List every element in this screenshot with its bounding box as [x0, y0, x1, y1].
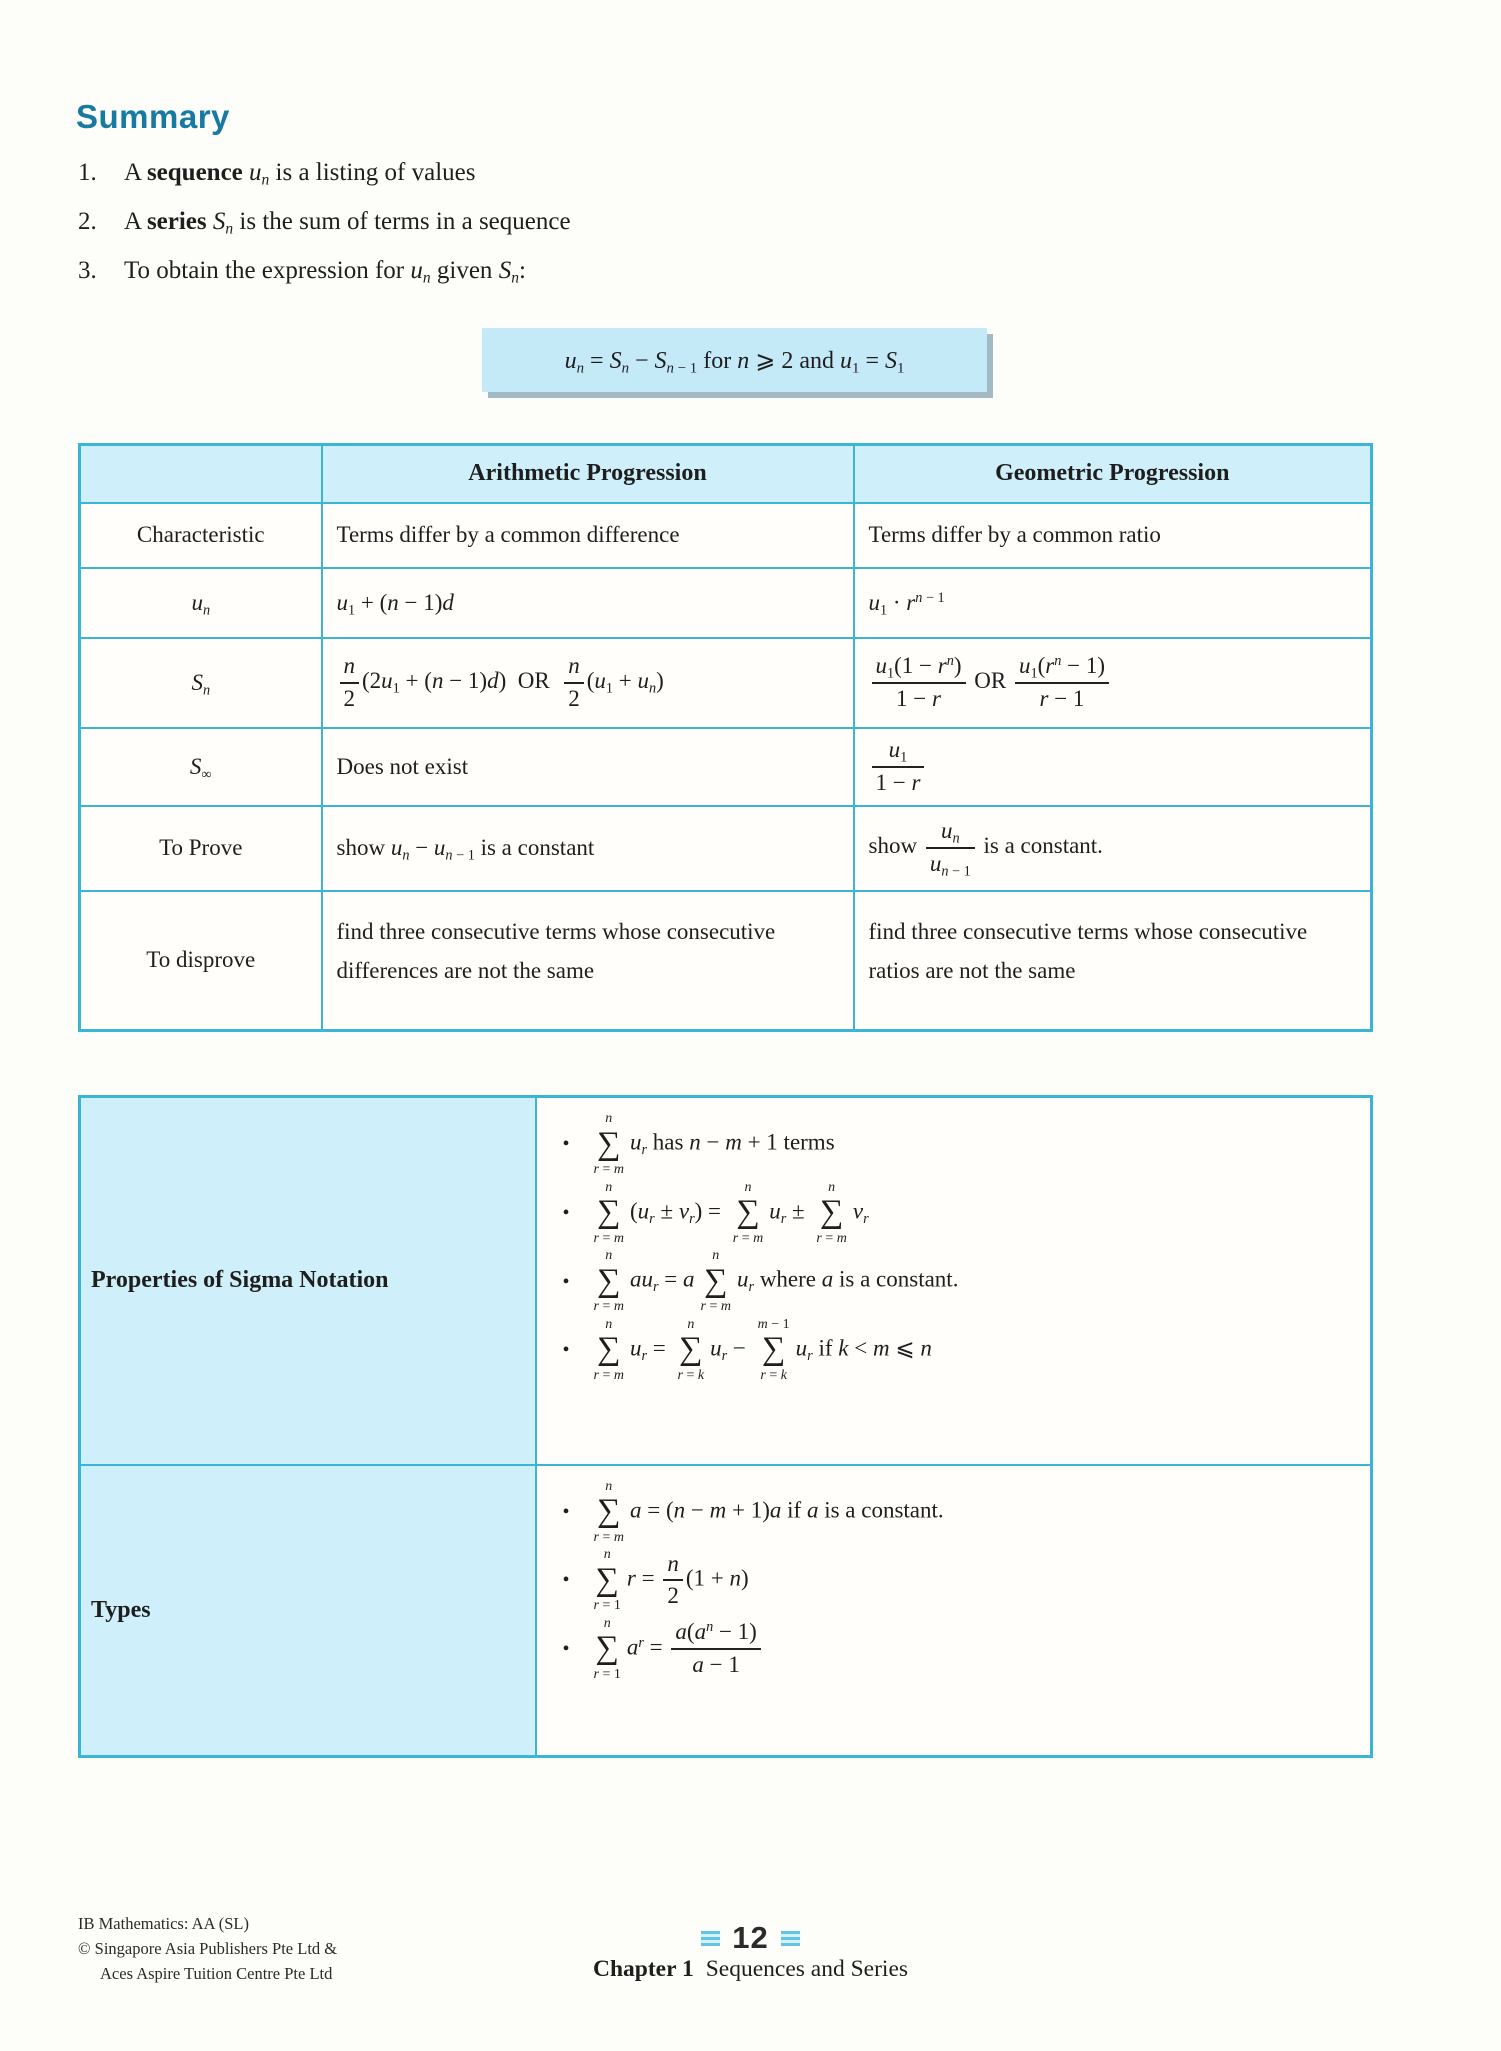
chapter-footer — [0, 1956, 1501, 1983]
formula: n ∑ r = m a = (n − m + 1)a if a is a constant. — [593, 1478, 944, 1545]
item-text: A series $S_n$ is the sum of terms in a sequence — [124, 208, 571, 238]
bullet-icon: • — [562, 1500, 570, 1523]
item-text: A sequence $u_n$ is a listing of values — [124, 159, 476, 189]
row-label: Characteristic — [80, 503, 322, 568]
bullet-icon: • — [562, 1569, 570, 1592]
page-decoration-right-icon — [781, 1931, 800, 1946]
bullet-icon: • — [562, 1270, 570, 1293]
header-geometric: Geometric Progression — [854, 445, 1372, 503]
gp-cell: Terms differ by a common ratio — [854, 503, 1372, 568]
ap-cell: Does not exist — [322, 728, 854, 806]
table-row — [80, 638, 1372, 728]
formula: n ∑ r = 1 $a^r$ = $\frac{a(a^n - 1)}{a - 1}$ — [588, 1615, 764, 1684]
bullet-icon: • — [562, 1201, 570, 1224]
gp-cell: $\frac{u_1}{1 - r}$ — [854, 728, 1372, 806]
header-empty-cell — [80, 445, 322, 503]
gp-cell: show $\frac{u_n}{u_{n - 1}}$ is a constant. — [854, 806, 1372, 891]
row-label: To disprove — [80, 891, 322, 1031]
page-decoration-left-icon — [701, 1931, 720, 1946]
types-cell — [536, 1465, 1372, 1757]
formula-text: $u_n = S_n - S_{n - 1}$ for n ⩾ 2 and $u_1 = S_1$ — [564, 347, 905, 376]
row-label: To Prove — [80, 806, 322, 891]
header-arithmetic: Arithmetic Progression — [322, 445, 854, 503]
ap-cell: $\frac{n}{2}$ $(2u_1 + (n - 1)d)$ OR $\frac{n}{2}$ $(u_1 + u_n)$ — [322, 638, 854, 728]
formula: n ∑ r = m $u_r$ has n − m + 1 terms — [593, 1111, 835, 1178]
page-number-row — [0, 1920, 1501, 1956]
copyright-line: © Singapore Asia Publishers Pte Ltd & — [78, 1938, 338, 1958]
table-row — [80, 728, 1372, 806]
row-label: Properties of Sigma Notation — [80, 1097, 536, 1465]
progression-comparison-table — [78, 443, 1373, 1032]
gp-cell: $\frac{u_1(1 - r^n)}{1 - r}$ OR $\frac{u_1(r^n - 1)}{r - 1}$ — [854, 638, 1372, 728]
bullet-list — [537, 1098, 1371, 1397]
table-row — [80, 891, 1372, 1031]
formula: n ∑ r = m $au_r = a$ n ∑ r = m $u_r$ where a is a constant. — [593, 1248, 959, 1315]
chapter-title: Sequences and Series — [705, 1956, 909, 1982]
list-item — [78, 158, 1418, 188]
bullet-item — [563, 1316, 1361, 1385]
formula: n ∑ r = m $u_r$ = n ∑ r = k $u_r$ − m − 1 ∑ r = k $u_r$ if k < m ⩽ n — [593, 1316, 932, 1384]
gp-cell: $u_1 \cdot r^{n - 1}$ — [854, 568, 1372, 638]
ap-cell: $u_1 + (n - 1)d$ — [322, 568, 854, 638]
ap-cell: Terms differ by a common difference — [322, 503, 854, 568]
highlighted-formula-box — [482, 328, 987, 392]
table-row — [80, 568, 1372, 638]
ap-cell: show $u_n - u_{n - 1}$ is a constant — [322, 806, 854, 891]
gp-cell: find three consecutive terms whose consecutive ratios are not the same — [854, 891, 1372, 1031]
row-label: $u_n$ — [80, 568, 322, 638]
properties-cell — [536, 1097, 1372, 1465]
bullet-icon: • — [562, 1638, 570, 1661]
book-title: IB Mathematics: AA (SL) — [78, 1914, 249, 1933]
item-number: 3. — [78, 257, 97, 284]
bullet-item — [563, 1110, 1361, 1179]
bullet-item — [563, 1478, 1361, 1547]
summary-list — [78, 158, 1418, 305]
row-label: Types — [80, 1465, 536, 1757]
bullet-icon: • — [562, 1339, 570, 1362]
copyright-line2: Aces Aspire Tuition Centre Pte Ltd — [100, 1963, 333, 1983]
bullet-item — [563, 1615, 1361, 1684]
ap-cell: find three consecutive terms whose consecutive differences are not the same — [322, 891, 854, 1031]
item-text: To obtain the expression for $u_n$ given $S_n$: — [124, 257, 526, 287]
page-number: 12 — [732, 1920, 769, 1955]
formula: n ∑ r = 1 r = $\frac{n}{2}$ (1 + n) — [593, 1547, 749, 1614]
bullet-item — [563, 1179, 1361, 1248]
table-row — [80, 1465, 1372, 1757]
list-item — [78, 207, 1418, 237]
item-number: 2. — [78, 208, 97, 235]
bullet-icon: • — [562, 1133, 570, 1156]
item-number: 1. — [78, 159, 97, 186]
page-title: Summary — [76, 98, 230, 135]
row-label: $S_\infty$ — [80, 728, 322, 806]
formula: n ∑ r = m $(u_r \pm v_r)$ = n ∑ r = m $u_r$ ± n ∑ r = m $v_r$ — [593, 1179, 869, 1246]
chapter-label: Chapter 1 — [592, 1956, 694, 1982]
bullet-list — [537, 1466, 1371, 1696]
table-row — [80, 1097, 1372, 1465]
list-item — [78, 256, 1418, 286]
bullet-item — [563, 1247, 1361, 1316]
table-header-row — [80, 445, 1372, 503]
table-row — [80, 806, 1372, 891]
table-row — [80, 503, 1372, 568]
row-label: $S_n$ — [80, 638, 322, 728]
bullet-item — [563, 1546, 1361, 1615]
sigma-notation-table — [78, 1095, 1373, 1758]
